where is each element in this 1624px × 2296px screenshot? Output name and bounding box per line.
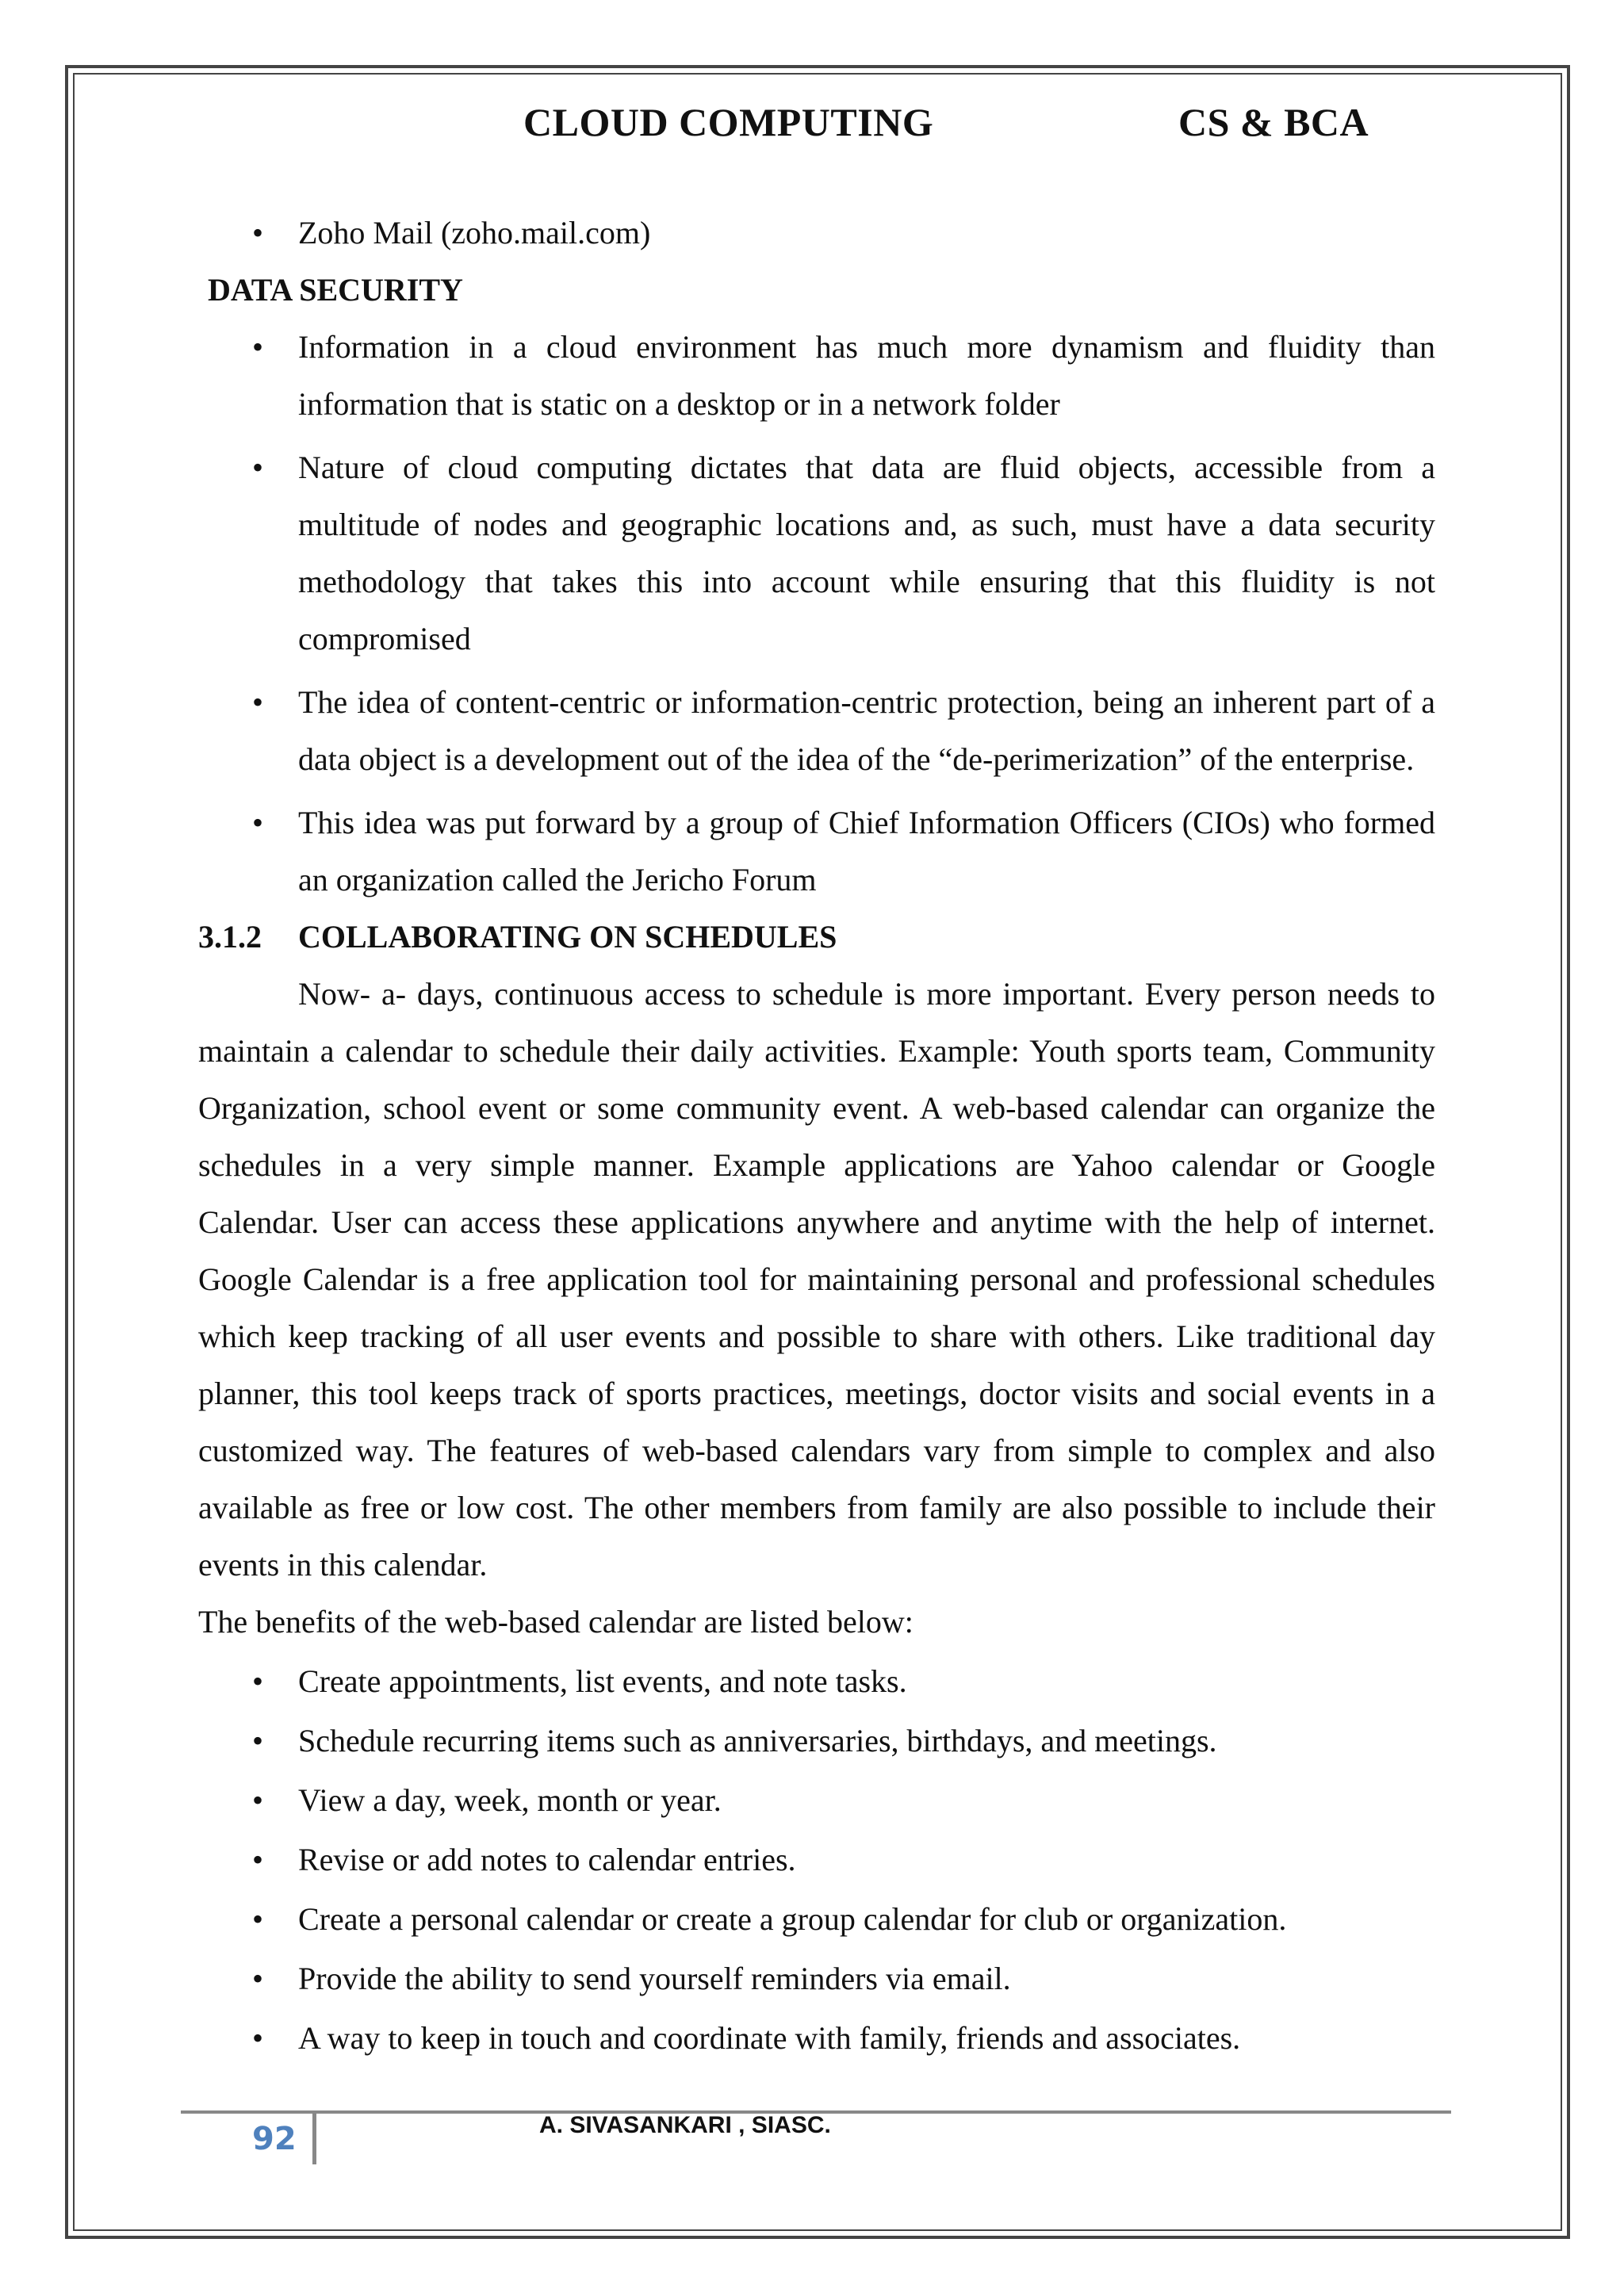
list-item: • Schedule recurring items such as anniversaries, birthdays, and meetings. [198, 1712, 1435, 1770]
section-title: COLLABORATING ON SCHEDULES [298, 919, 837, 955]
footer-author: A. SIVASANKARI , SIASC. [539, 2112, 831, 2138]
section-heading [198, 909, 1435, 966]
list-item: • This idea was put forward by a group of Chief Information Officers (CIOs) who formed an organization called the Jericho Forum [198, 794, 1435, 909]
data-security-heading: DATA SECURITY [208, 272, 463, 308]
list-item: • Provide the ability to send yourself reminders via email. [198, 1950, 1435, 2007]
header-course-title: CLOUD COMPUTING [523, 100, 934, 144]
data-security-list [198, 319, 1435, 909]
list-item: • View a day, week, month or year. [198, 1772, 1435, 1829]
page-content [198, 205, 1435, 2067]
list-item: • Revise or add notes to calendar entries. [198, 1831, 1435, 1888]
list-item: • Zoho Mail (zoho.mail.com) [198, 205, 1435, 262]
header-department: CS & BCA [1178, 100, 1369, 144]
benefits-intro: The benefits of the web-based calendar are listed below: [198, 1604, 914, 1640]
section-paragraph: Now- a- days, continuous access to schedule is more important. Every person needs to maintain a calendar to schedule their daily activities. Example: Youth sports team, Community Organization, school event or some community event. A web-based calendar can organize the schedules in a very simple manner. Example applications are Yahoo calendar or Google Calendar. User can access these applications anywhere and anytime with the help of internet. Google Calendar is a free application tool for maintaining personal and professional schedules which keep tracking of all user events and possible to share with others. Like traditional day planner, this tool keeps track of sports practices, meetings, doctor visits and social events in a customized way. The features of web-based calendars vary from simple to complex and also available as free or low cost. The other members from family are also possible to include their events in this calendar. [198, 976, 1435, 1582]
list-item: • A way to keep in touch and coordinate with family, friends and associates. [198, 2010, 1435, 2067]
list-item: • The idea of content-centric or information-centric protection, being an inherent part of a data object is a development out of the idea of the “de-perimerization” of the enterprise. [198, 674, 1435, 788]
list-item: • Information in a cloud environment has much more dynamism and fluidity than information that is static on a desktop or in a network folder [198, 319, 1435, 433]
section-number: 3.1.2 [198, 919, 262, 955]
page-number: 92 [252, 2121, 297, 2157]
list-item: • Nature of cloud computing dictates that data are fluid objects, accessible from a multitude of nodes and geographic locations and, as such, must have a data security methodology that takes this into account while ensuring that this fluidity is not compromised [198, 439, 1435, 668]
list-item: • Create a personal calendar or create a group calendar for club or organization. [198, 1891, 1435, 1948]
footer-vertical-divider [312, 2110, 316, 2164]
benefits-list [198, 1653, 1435, 2067]
list-item: • Create appointments, list events, and note tasks. [198, 1653, 1435, 1710]
